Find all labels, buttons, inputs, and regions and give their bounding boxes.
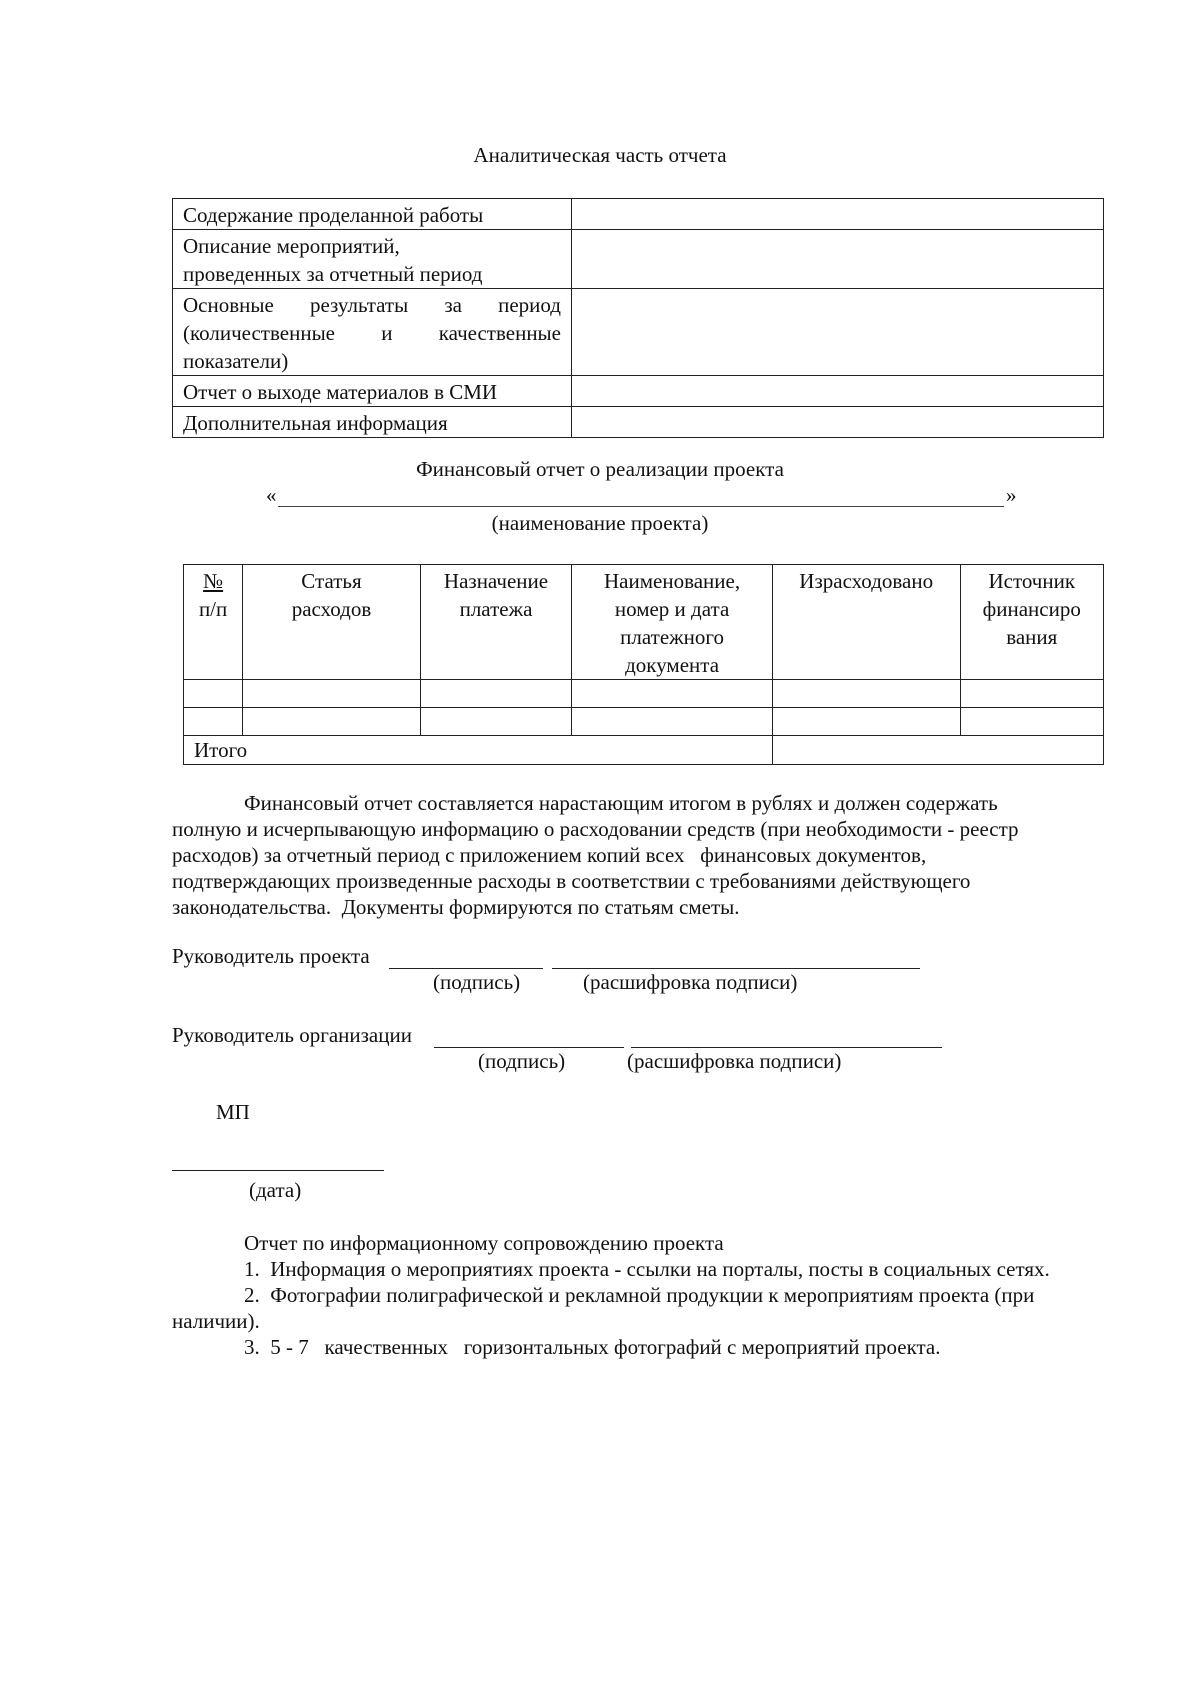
header-line: № [203,569,224,593]
table-cell[interactable] [572,708,773,736]
date-field[interactable] [172,1150,384,1171]
info-report-item-continuation: наличии). [172,1309,260,1333]
decode-caption: (расшифровка подписи) [583,970,798,994]
total-label: Итого [184,736,773,765]
table-cell[interactable] [184,708,243,736]
table-cell[interactable] [420,708,571,736]
date-caption: (дата) [249,1178,302,1202]
table-cell[interactable] [772,680,960,708]
row-value-cell[interactable] [572,407,1104,438]
row-label-line: Основные результаты за период [183,293,561,317]
info-report-item: 2. Фотографии полиграфической и рекламной продукции к мероприятиям проекта (при [244,1283,1035,1307]
column-header-payment-purpose [420,565,571,680]
note-line: Финансовый отчет составляется нарастающим итогом в рублях и должен содержать [244,791,998,815]
table-row [173,376,1104,407]
row-label [173,230,572,289]
stamp-label: МП [216,1100,250,1124]
row-value-cell[interactable] [572,199,1104,230]
header-line: платежа [459,597,533,621]
project-head-label: Руководитель проекта [172,944,370,968]
row-label: Отчет о выходе материалов в СМИ [173,376,572,407]
finance-title: Финансовый отчет о реализации проекта [416,457,784,481]
org-head-label: Руководитель организации [172,1023,412,1047]
row-label: Содержание проделанной работы [173,199,572,230]
header-line: Статья [301,569,362,593]
total-row [184,736,1104,765]
finance-note [172,790,1052,920]
row-label-text: Описание мероприятий, [183,234,400,258]
column-header-spent [772,565,960,680]
table-row [173,289,1104,376]
note-line: расходов) за отчетный период с приложением копий всех финансовых документов, [172,843,927,867]
table-cell[interactable] [243,708,421,736]
table-header-row [184,565,1104,680]
project-head-signature-field[interactable] [389,946,543,969]
row-label-line: показатели) [183,349,289,373]
table-cell[interactable] [420,680,571,708]
table-cell[interactable] [243,680,421,708]
info-report-title: Отчет по информационному сопровождению проекта [244,1231,724,1255]
header-line: расходов [291,597,372,621]
row-label: Дополнительная информация [173,407,572,438]
header-line: п/п [198,597,228,621]
header-line: номер и дата [614,597,730,621]
row-label-line [183,232,561,260]
column-header-expense-item [243,565,421,680]
table-cell[interactable] [960,708,1104,736]
row-label-line: (количественные и качественные [183,321,561,345]
info-report-item: 3. 5 - 7 качественных горизонтальных фотографий с мероприятий проекта. [244,1335,941,1359]
table-row [173,230,1104,289]
finance-table [183,564,1104,765]
decode-caption: (расшифровка подписи) [627,1049,842,1073]
row-value-cell[interactable] [572,230,1104,289]
row-value-cell[interactable] [572,376,1104,407]
info-report-item: 1. Информация о мероприятиях проекта - ссылки на порталы, посты в социальных сетях. [244,1257,1050,1281]
signature-caption: (подпись) [478,1049,566,1073]
project-name-caption: (наименование проекта) [491,511,709,535]
table-cell[interactable] [572,680,773,708]
org-head-decode-field[interactable] [631,1025,942,1048]
column-header-funding-source [960,565,1104,680]
analytic-title: Аналитическая часть отчета [473,143,727,167]
table-row [173,199,1104,230]
signature-caption: (подпись) [433,970,521,994]
analytic-table [172,198,1104,438]
note-line: полную и исчерпывающую информацию о расходовании средств (при необходимости - реестр [172,817,1019,841]
table-row [184,708,1104,736]
table-cell[interactable] [772,708,960,736]
header-line: документа [625,653,720,677]
row-value-cell[interactable] [572,289,1104,376]
project-head-decode-field[interactable] [552,946,920,969]
note-line: подтверждающих произведенные расходы в соответствии с требованиями действующего [172,869,971,893]
header-line: финансиро [982,597,1081,621]
header-line: Израсходовано [799,569,934,593]
header-line: платежного [620,625,724,649]
row-label [173,289,572,376]
info-report [172,1230,1112,1360]
table-row [173,407,1104,438]
open-quote: « [266,483,277,507]
header-line: Наименование, [604,569,741,593]
table-row [184,680,1104,708]
column-header-payment-document [572,565,773,680]
close-quote: » [1006,483,1017,507]
table-cell[interactable] [184,680,243,708]
header-line: Назначение [443,569,549,593]
header-line: Источник [988,569,1076,593]
note-line: законодательства. Документы формируются по статьям сметы. [172,895,740,919]
org-head-signature-field[interactable] [434,1025,624,1048]
row-label-line: проведенных за отчетный период [183,262,483,286]
project-name-field[interactable] [278,478,1004,507]
total-value-cell[interactable] [772,736,1103,765]
table-cell[interactable] [960,680,1104,708]
column-header-number [184,565,243,680]
header-line: вания [1006,625,1058,649]
